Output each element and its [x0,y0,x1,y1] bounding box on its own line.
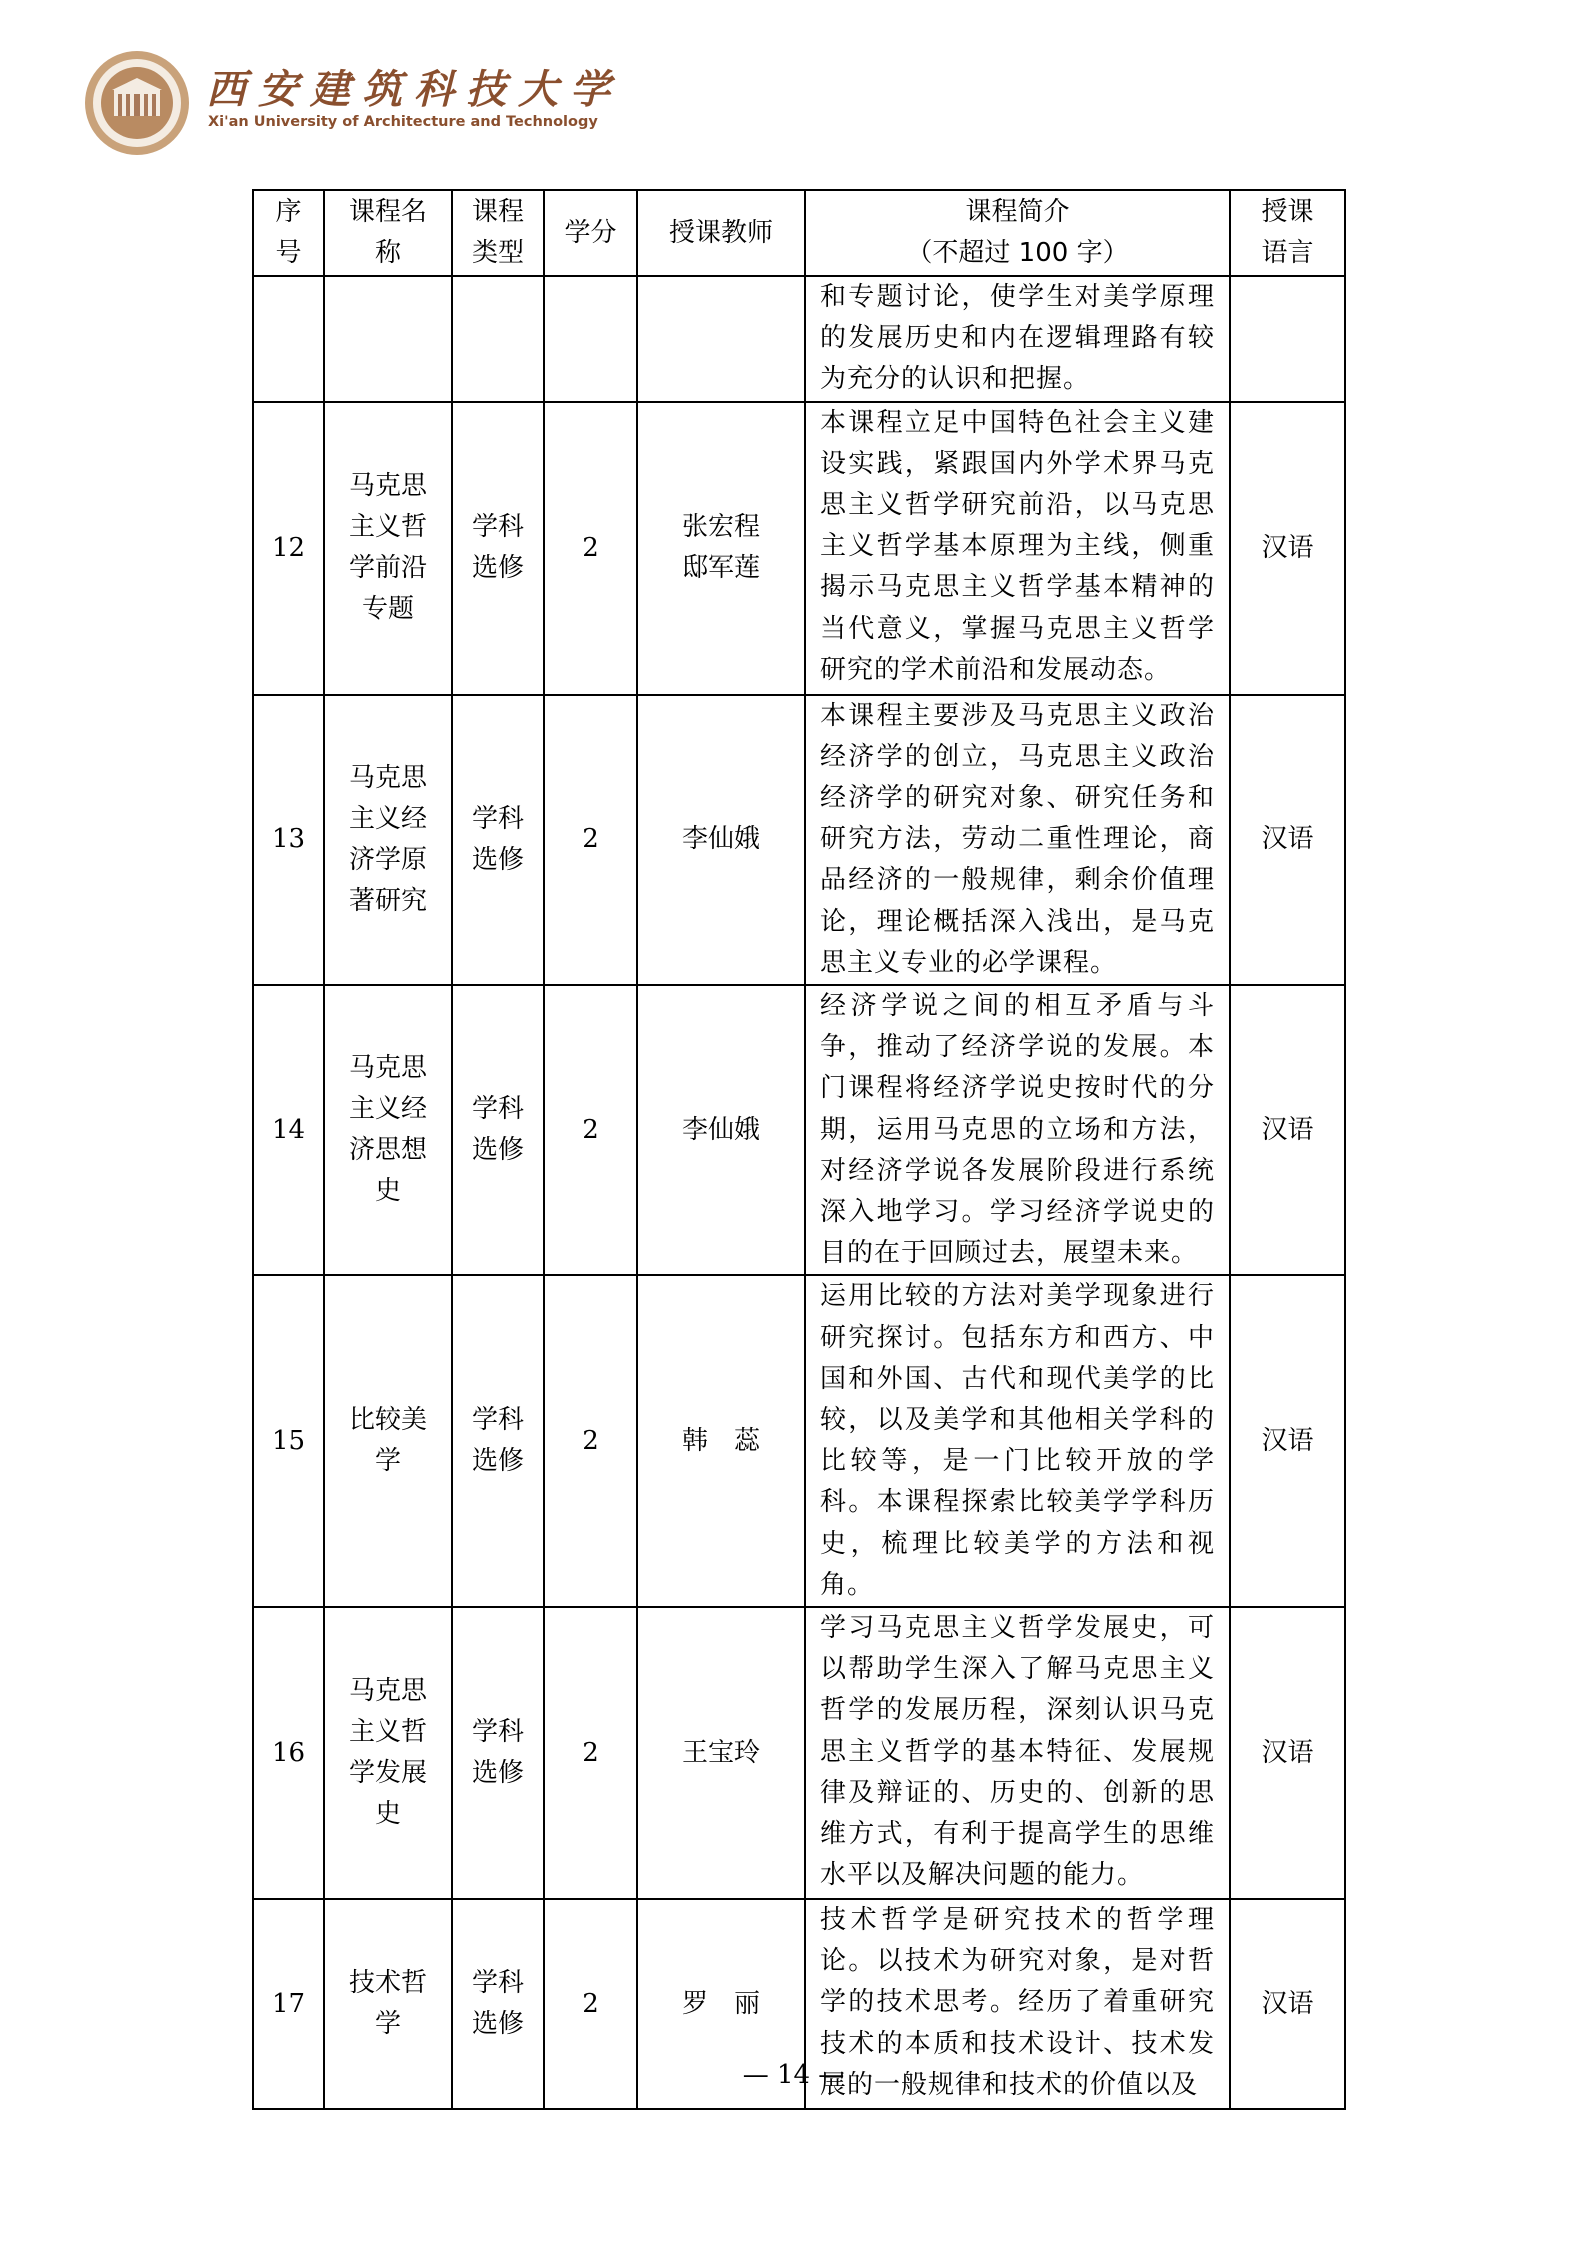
cell-teacher: 罗 丽 [637,1899,805,2109]
cell-seq: 14 [253,985,324,1275]
cell-empty [324,276,452,402]
cell-language: 汉语 [1230,1607,1345,1899]
cell-course-name: 马克思 主义哲 学前沿 专题 [324,402,452,695]
cell-empty [1230,276,1345,402]
header-seq: 序 号 [253,190,324,276]
cell-course-name: 马克思 主义经 济学原 著研究 [324,695,452,985]
cell-intro-continued: 和专题讨论，使学生对美学原理的发展历史和内在逻辑理路有较为充分的认识和把握。 [805,276,1230,402]
cell-empty [452,276,544,402]
header-course-name: 课程名 称 [324,190,452,276]
cell-credit: 2 [544,402,637,695]
cell-teacher: 李仙娥 [637,695,805,985]
cell-course-type: 学科 选修 [452,1899,544,2109]
header-intro: 课程简介 （不超过 100 字） [805,190,1230,276]
table-row [253,402,1345,695]
cell-course-type: 学科 选修 [452,695,544,985]
cell-empty [253,276,324,402]
cell-course-name: 比较美 学 [324,1275,452,1607]
university-header [82,48,622,158]
university-seal-logo [82,48,192,158]
header-course-type: 课程 类型 [452,190,544,276]
cell-intro: 经济学说之间的相互矛盾与斗争，推动了经济学说的发展。本门课程将经济学说史按时代的分期，运用马克思的立场和方法，对经济学说各发展阶段进行系统深入地学习。学习经济学说史的目的在于回顾过去，展望未来。 [805,985,1230,1275]
cell-seq: 17 [253,1899,324,2109]
page-number: — 14 — [742,2060,845,2090]
header-language: 授课 语言 [1230,190,1345,276]
header-teacher: 授课教师 [637,190,805,276]
cell-intro: 本课程立足中国特色社会主义建设实践，紧跟国内外学术界马克思主义哲学研究前沿，以马克思主义哲学基本原理为主线，侧重揭示马克思主义哲学基本精神的当代意义，掌握马克思主义哲学研究的学术前沿和发展动态。 [805,402,1230,695]
cell-course-name: 马克思 主义哲 学发展 史 [324,1607,452,1899]
cell-teacher: 李仙娥 [637,985,805,1275]
cell-seq: 15 [253,1275,324,1607]
table-row [253,695,1345,985]
cell-credit: 2 [544,1899,637,2109]
cell-course-name: 技术哲 学 [324,1899,452,2109]
cell-seq: 12 [253,402,324,695]
cell-language: 汉语 [1230,695,1345,985]
header-credit: 学分 [544,190,637,276]
cell-intro: 运用比较的方法对美学现象进行研究探讨。包括东方和西方、中国和外国、古代和现代美学的比较，以及美学和其他相关学科的比较等，是一门比较开放的学科。本课程探索比较美学学科历史，梳理比较美学的方法和视角。 [805,1275,1230,1607]
cell-seq: 13 [253,695,324,985]
cell-intro: 本课程主要涉及马克思主义政治经济学的创立，马克思主义政治经济学的研究对象、研究任务和研究方法，劳动二重性理论，商品经济的一般规律，剩余价值理论，理论概括深入浅出，是马克思主义专业的必学课程。 [805,695,1230,985]
cell-course-type: 学科 选修 [452,985,544,1275]
cell-teacher: 王宝玲 [637,1607,805,1899]
cell-language: 汉语 [1230,1275,1345,1607]
table-row [253,276,1345,402]
cell-language: 汉语 [1230,985,1345,1275]
cell-intro: 技术哲学是研究技术的哲学理论。以技术为研究对象，是对哲学的技术思考。经历了着重研究技术的本质和技术设计、技术发展的一般规律和技术的价值以及 [805,1899,1230,2109]
cell-credit: 2 [544,1607,637,1899]
cell-course-type: 学科 选修 [452,1607,544,1899]
table-header-row [253,190,1345,276]
table-row [253,1607,1345,1899]
cell-intro: 学习马克思主义哲学发展史，可以帮助学生深入了解马克思主义哲学的发展历程，深刻认识马克思主义哲学的基本特征、发展规律及辩证的、历史的、创新的思维方式，有利于提高学生的思维水平以及解决问题的能力。 [805,1607,1230,1899]
cell-seq: 16 [253,1607,324,1899]
table-row [253,985,1345,1275]
course-table [252,189,1346,2110]
cell-teacher: 张宏程 邸军莲 [637,402,805,695]
university-name-cn: 西安建筑科技大学 [206,66,622,113]
cell-course-type: 学科 选修 [452,1275,544,1607]
university-name-en: Xi'an University of Architecture and Technology [208,114,598,130]
cell-empty [637,276,805,402]
cell-language: 汉语 [1230,1899,1345,2109]
cell-empty [544,276,637,402]
cell-course-type: 学科 选修 [452,402,544,695]
cell-language: 汉语 [1230,402,1345,695]
cell-teacher: 韩 蕊 [637,1275,805,1607]
cell-credit: 2 [544,695,637,985]
table-row [253,1275,1345,1607]
cell-credit: 2 [544,985,637,1275]
cell-course-name: 马克思 主义经 济思想 史 [324,985,452,1275]
cell-credit: 2 [544,1275,637,1607]
